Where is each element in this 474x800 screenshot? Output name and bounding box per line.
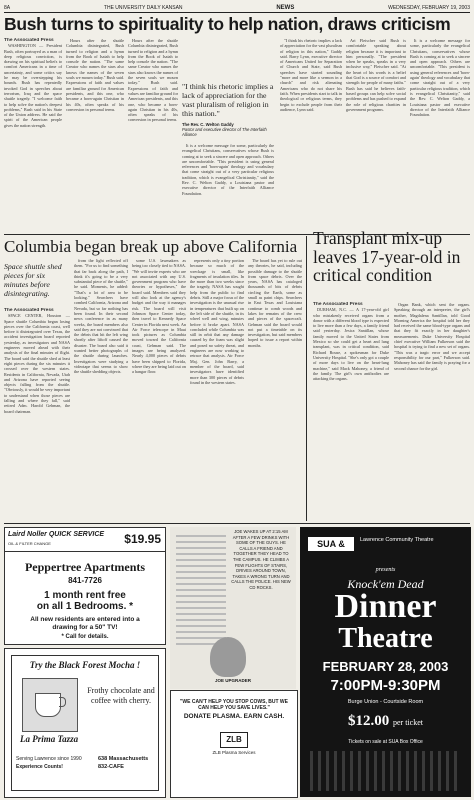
bush-column-1 — [4, 38, 62, 233]
coffee-since: Serving Lawrence since 1990 — [16, 756, 82, 762]
transplant-byline: The Associated Press — [313, 302, 363, 307]
plasma-story-ad — [170, 527, 296, 689]
apartments-drawing: All new residents are entered into a drawing for a 50" TV! — [30, 616, 140, 631]
page-label: 8A — [4, 5, 11, 11]
quick-service-ad[interactable] — [4, 527, 166, 552]
columbia-text-1: SPACE CENTER, Houston — Space shuttle Columbia began losing pieces over the California coast, well before it disintegrated over Texas, the accident investigation board reported yesterday, as investigators and NASA engineers moved ahead with their analysis of the final minutes of flight. The board said the shuttle shed at least eight pieces during the six minutes it crossed over the western states. Residents in California, Nevada, Utah and Arizona have reported seeing objects falling from the shuttle. "Obviously, it would be very important to understand when those pieces are falling and where they fall," said retired Adm. Harold Gehman, the board chairman. — [4, 313, 70, 414]
columbia-text-4: represents only a tiny portion because so much of the wreckage is small, like fragments of insulation tiles. In the more than two weeks since the tragedy, NASA has sought help from the public to find debris. Still a major focus of the investigation is the unusual rise in temperatures that built up on the left side of the shuttle, in its wheel well and wing, minutes before it broke apart. NASA concluded while Columbia was still in orbit that any damage caused by the foam was slight and posed no safety threat, and engineers are now working to retrace that analysis. Air Force Maj. Gen. John Barry, a member of the board, said investigators have identified more than 300 pieces of debris found in the western states. — [190, 258, 244, 385]
apartments-title: Peppertree Apartments — [24, 560, 146, 574]
quick-service-name: Laird Noller QUICK SERVICE — [8, 531, 105, 538]
bush-column-6 — [346, 38, 406, 233]
transplant-text-1: DURHAM, N.C. — A 17-year-old girl who mistakenly received organs from a donor with a different blood type is expected to live more than a few days, a family friend said yesterday. Jesica Santillan, whose family moved to the United States from Mexico so she could get a heart and lung transplant, was in critical condition, said Richard Rouse, a spokesman for Duke University Hospital. "She's only got a couple of more days to live on the heart-lung machine," said Mack Mahoney, a friend of the family. The girl's own antibodies are attacking the organs. — [313, 307, 389, 382]
columbia-column-4 — [190, 258, 244, 522]
dancers-silhouette — [310, 751, 461, 791]
coffee-brand: La Prima Tazza — [20, 734, 79, 744]
bush-text-5: "I think his rhetoric implies a lack of appreciation for the vast pluralism of religion in this nation," Gaddy said. Barry Lynn, executive director of Americans United for Separation of Church and State, said Bush speeches have started sounding "more and more like a sermon in a church" and risk alienating Americans who do not share his faith. When presidents start to talk in theological or religious terms, they begin to exclude people from their audience, Lynn said. — [280, 38, 342, 112]
joe-caption: JOE UPGRADER — [214, 678, 251, 683]
zlb-logo: ZLB — [220, 732, 248, 748]
zlb-subtitle: ZLB Plasma Services — [212, 750, 256, 755]
ad-divider — [4, 523, 470, 524]
donate-slogan: "WE CAN'T HELP YOU STOP COWS, BUT WE CAN HELP YOU SAVE LIVES." — [180, 699, 288, 711]
apartments-offer-2: on all 1 Bedrooms. * — [36, 601, 134, 612]
theatre-title-1: Knock'em Dead — [347, 577, 424, 591]
plasma-poem: JOE WAKES UP AT 2:15 AM AFTER A FEW DRINKS WITH SOME OF THE GUYS. HE CALLS A FRIEND AND TOGETHER THEY HEAD TO THE CAMPUS. HE CLIMBS A FEW FLIGHTS OF STAIRS, DRIVES AROUND TOWN, TAKES A WRONG TURN AND CALLS THE POLICE. HIS NEW CD ROCKS. — [231, 529, 291, 590]
dinner-theatre-ad[interactable] — [300, 527, 471, 797]
theatre-date: FEBRUARY 28, 2003 — [322, 659, 449, 674]
joe-figure — [210, 637, 246, 677]
bush-text-2b: Hours after the shuttle Columbia disintegrated, Bush turned to religion and a hymn from the Book of Isaiah to help console the nation. "The same Creator who names the stars also knows the names of the seven souls we mourn today." Bush said. Expressions of faith and values are familiar ground for American presidents, and this one, who became a born-again Christian in his 40s, often speaks of his conversion in personal terms. — [128, 38, 178, 123]
columbia-byline: The Associated Press — [4, 308, 54, 313]
columbia-headline: Columbia began break up above California — [4, 237, 298, 256]
coffee-tagline: Frothy chocolate and coffee with cherry. — [87, 686, 155, 705]
apartments-phone: 841-7726 — [68, 576, 102, 585]
theatre-price: $12.00 — [348, 713, 390, 729]
transplant-column-2 — [394, 302, 470, 522]
columbia-column-5 — [248, 258, 302, 522]
quick-service-price: $19.95 — [124, 532, 161, 546]
theatre-time: 7:00PM-9:30PM — [330, 677, 441, 694]
bush-column-2 — [66, 38, 124, 233]
theatre-title-3: Theatre — [338, 623, 433, 654]
theatre-title-2: Dinner — [334, 588, 437, 625]
pull-quote-text: "I think his rhetoric implies a lack of appreciation for the vast pluralism of religion in this nation." — [182, 82, 274, 118]
theatre-presents: presents — [375, 567, 396, 573]
section-name: NEWS — [276, 5, 295, 11]
bush-text-4: It is a welcome message for some, particularly the evangelical Christians, conservatives whose Bush is coming at to seek a sincere and open approach. Others are uncomfortable. "This president is using general references and 'born-again' theology and vocabulary that come straight out of a very particular religious tradition, which is evangelical Christianity," said the Rev. C. Welton Gaddy, a Louisiana pastor and executive director of the Interfaith Alliance Foundation. — [182, 143, 274, 196]
bush-text-6: Ari Fleischer said Bush is comfortable speaking about religion because it is important to him personally. "The president when he speaks, speaks in a very inclusive way," Fleischer said. "At the heart of his words is a belief that God is a source of comfort and strength for people of many faiths." Bush has said he believes faith-based groups can help solve social problems and has pushed to expand the role of religious charities in government programs. — [346, 38, 406, 112]
pull-quote-title: Pastor and executive director of The Interfaith Alliance — [182, 127, 267, 137]
theatre-price-label: per ticket — [393, 718, 423, 727]
theatre-price-row — [300, 713, 471, 730]
apartments-details: * Call for details. — [61, 634, 109, 640]
bush-column-5 — [280, 38, 342, 233]
columbia-text-5: The board has yet to rule out any theories, he said, including possible damage to the shuttle from space debris. Over the years, NASA has cataloged thousands of bits of debris circling the Earth, some as small as paint chips. Searchers in East Texas and Louisiana continue to comb woods and lakes for remains of the crew and pieces of the spacecraft. Gehman said the board would not put a timetable on its investigation, but said members hoped to issue a report within months. — [248, 258, 302, 348]
pull-quote-source: The Rev. C. Welton Gaddy — [182, 122, 234, 127]
coffee-phone: 832-CAFE — [98, 764, 124, 770]
column-rule — [306, 236, 307, 521]
bush-text-7: It is a welcome message for some, particularly the evangelical Christians, conservatives whose Bush is coming at to seek a sincere and open approach. Others are uncomfortable. "This president is using general references and 'born-again' theology and vocabulary that come straight out of a very particular religious tradition, which is evangelical Christianity," said the Rev. C. Welton Gaddy, a Louisiana pastor and executive director of the Interfaith Alliance Foundation. — [410, 38, 470, 118]
transplant-text-2: Organ Bank, which sent the organs. Speaking through an interpreter, the girl's mother, Magdalena Santillan, told Good Morning America the hospital told her they had received the same blood-type organs and that they fit exactly in her daughter's measurements. Duke University Hospital chief executive William Fulkerson said the hospital is trying to find a new set of organs. "This was a tragic error and we accept responsibility for our part," Fulkerson said. Mahoney has said the family is praying for a second chance for the girl. — [394, 302, 470, 371]
crowd-illustration — [176, 535, 226, 645]
pull-quote — [182, 82, 274, 137]
donate-plasma-ad[interactable] — [170, 690, 298, 798]
coffee-cup-image — [22, 678, 78, 732]
issue-date: WEDNESDAY, FEBRUARY 19, 2003 — [388, 5, 470, 11]
columbia-dek: Space shuttle shed pieces for six minutes before disintegrating. — [4, 262, 62, 298]
lct-name: Lawrence Community Theatre — [360, 537, 434, 543]
columbia-column-1 — [4, 308, 70, 522]
bush-column-7 — [410, 38, 470, 233]
bush-text-2: Hours after the shuttle Columbia disintegrated, Bush turned to religion and a hymn from the Book of Isaiah to help console the nation. "The same Creator who names the stars also knows the names of the seven souls we mourn today." Bush said. Expressions of faith and values are familiar ground for American presidents, and this one, who became a born-again Christian in his 40s, often speaks of his conversion in personal terms. — [66, 38, 124, 112]
quick-service-note: OIL & FILTER CHANGE — [8, 541, 51, 546]
columbia-text-3: some U.S. lawmakers as being too closely tied to NASA. "We will invite experts who are not associated with any U.S. government program who have theories or hypotheses," the board said. Members said they will also look at the agency's budget and the way it manages risk. The board will visit Johnson Space Center today, then travel to Kennedy Space Center in Florida next week. An Air Force telescope in Maui took pictures as Columbia moved toward the California coast, Gehman said. The images are being analyzed. Nearly 4,000 pieces of debris have been shipped to Florida, where they are being laid out on a hangar floor. — [132, 258, 186, 375]
theatre-contact: Tickets on sale at SUA Box Office — [348, 739, 423, 745]
apartments-ad[interactable] — [4, 551, 166, 645]
columbia-column-2 — [74, 258, 128, 522]
bush-column-4 — [182, 143, 274, 233]
sua-logo: SUA & — [308, 537, 354, 551]
columbia-text-2: from the light reflected off them. "For us to find something that far back along the path, I think it's going to be a very substantial piece of the shuttle," he said. Moments, he added: "That's a lot of area to be looking." Searchers have combed California, Arizona and Nevada, but so far nothing has been found. In their second news conference in as many weeks, the board members also said they are not convinced that the debris that hit the left wing shortly after liftoff caused the disaster. The board also said it wanted better photographs of the shuttle during launches. Investigators were studying a videotape that seems to show the shuttle shedding objects. — [74, 258, 128, 375]
bush-headline: Bush turns to spirituality to help nation, draws criticism — [4, 14, 451, 34]
page-masthead — [4, 4, 470, 13]
transplant-headline: Transplant mix-up leaves 17-year-old in critical condition — [313, 228, 461, 285]
donate-cta: DONATE PLASMA. EARN CASH. — [183, 713, 285, 720]
bush-text-1: WASHINGTON — President Bush, often portrayed as a man of deep religious conviction, is drawing on his spiritual beliefs to comfort Americans in a time of uncertainty, and some critics say he may be overstepping his bounds. Bush has repeatedly invoked God in speeches about terrorism, Iraq and the space shuttle tragedy. "I welcome faith to help solve the nation's deepest problems," Bush said in his State of the Union address. He said the spirit of the American people gives the nation strength. — [4, 43, 62, 128]
bush-byline: The Associated Press — [4, 38, 54, 43]
bush-column-3 — [128, 38, 178, 233]
paper-name: THE UNIVERSITY DAILY KANSAN — [103, 5, 183, 11]
apartments-offer-1: 1 month rent free — [44, 590, 126, 601]
columbia-column-3 — [132, 258, 186, 522]
transplant-column-1 — [313, 302, 389, 522]
coffee-experience: Experience Counts! — [16, 764, 63, 770]
coffee-ad[interactable] — [4, 648, 166, 798]
coffee-address: 638 Massachusetts — [98, 756, 149, 762]
theatre-venue: Burge Union - Courtside Room — [347, 699, 424, 705]
coffee-title: Try the Black Forest Mocha ! — [29, 660, 141, 670]
